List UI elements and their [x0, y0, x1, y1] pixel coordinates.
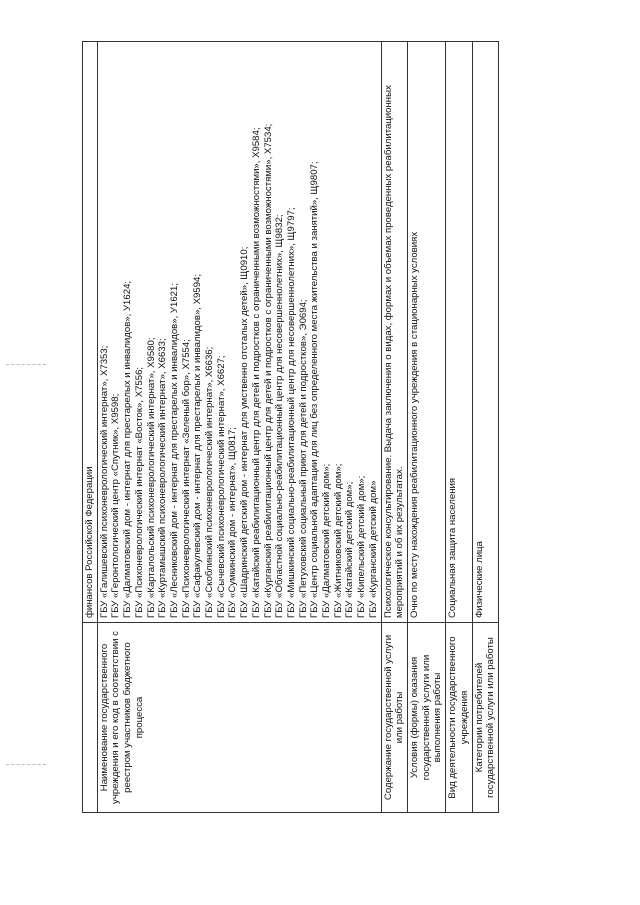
row-value: Физические лица [472, 42, 498, 623]
list-item: ГБУ «Шадринский детский дом - интернат для умственно отсталых детей», Щ0910; [239, 246, 251, 618]
list-item: ГБУ «Сумкинский дом - интернат», Щ0817; [227, 427, 239, 618]
government-service-table [82, 41, 499, 813]
institution-list [97, 42, 381, 623]
fold-line-top [6, 764, 46, 765]
list-item: ГБУ «Курганский реабилитационный центр для детей и подростков с ограниченными возможностями», Х7534; [262, 123, 274, 618]
list-item: ГБУ «Галишевский психоневрологический интернат», Х7353; [98, 345, 110, 618]
list-item: ГБУ «Психоневрологический интернат «Восток», Х7556; [133, 366, 145, 618]
list-item: ГБУ «Сычевский психоневрологический интернат», Х6627; [215, 355, 227, 618]
list-item: ГБУ «Катайский реабилитационный центр для детей и подростков с ограниченными возможностями», Х9584; [250, 127, 262, 618]
row-label: Вид деятельности государственного учреждения [446, 623, 472, 813]
table-row [446, 42, 472, 813]
list-item: ГБУ «Петуховский социальный приют для детей и подростков», Э0694; [297, 299, 309, 618]
row-label: Условия (формы) оказания государственной услуги или выполнения работы [407, 623, 445, 813]
row-label [83, 623, 98, 813]
row-label: Категории потребителей государственной услуги или работы [472, 623, 498, 813]
row-label: Содержание государственной услуги или работы [381, 623, 407, 813]
row-value: Социальная защита населения [446, 42, 472, 623]
list-item: ГБУ «Катайский детский дом»; [344, 481, 356, 618]
list-item: ГБУ «Лесниковский дом - интернат для престарелых и инвалидов», У1621; [168, 282, 180, 618]
row-value: Очно по месту нахождения реабилитационного учреждения в стационарных условиях [407, 42, 445, 623]
list-item: ГБУ «Далматовский дом - интернат для престарелых и инвалидов», У1624; [122, 280, 134, 618]
list-item: ГБУ «Областной социально-реабилитационный центр для несовершеннолетних», Щ9832; [274, 214, 286, 618]
list-item: ГБУ «Психоневрологический интернат «Зеленый бор», Х7554; [180, 339, 192, 618]
table-row [381, 42, 407, 813]
list-item: ГБУ «Курганский детский дом» [367, 480, 379, 618]
list-item: ГБУ «Мишкинский социально-реабилитационный центр для несовершеннолетних», Щ9797; [285, 207, 297, 618]
table-row [97, 42, 381, 813]
list-item: ГБУ «Центр социальной адаптации для лиц без определенного места жительства и занятий», Щ9807; [309, 161, 321, 618]
fold-line-middle [6, 364, 46, 365]
row-label: Наименование государственного учреждения и его код в соответствии с реестром участников бюджетного процесса [97, 623, 381, 813]
list-item: ГБУ «Скоблинский психоневрологический интернат», Х6636; [204, 346, 216, 618]
list-item: ГБУ «Геронтологический центр «Спутник», Х9598; [110, 393, 122, 618]
list-item: ГБУ «Далматовский детский дом»; [321, 463, 333, 618]
list-item: ГБУ «Житниковский детский дом»; [332, 463, 344, 618]
list-item: ГБУ «Карталольский психоневрологический интернат», Х9580; [145, 337, 157, 618]
row-value: Психологическое консультирование. Выдача заключения о видах, формах и объемах проведенных реабилитационных мероприятий и об их результатах. [381, 42, 407, 623]
list-item: ГБУ «Сафакулевский дом - интернат для престарелых и инвалидов», Х9594; [192, 273, 204, 618]
table-row [83, 42, 98, 813]
row-value: финансов Российской Федерации [83, 42, 98, 623]
list-item: ГБУ «Кипельский детский дом»; [356, 475, 368, 618]
list-item: ГБУ «Куртамышский психоневрологический интернат», Х6633; [157, 338, 169, 618]
table-row [407, 42, 445, 813]
table-row [472, 42, 498, 813]
